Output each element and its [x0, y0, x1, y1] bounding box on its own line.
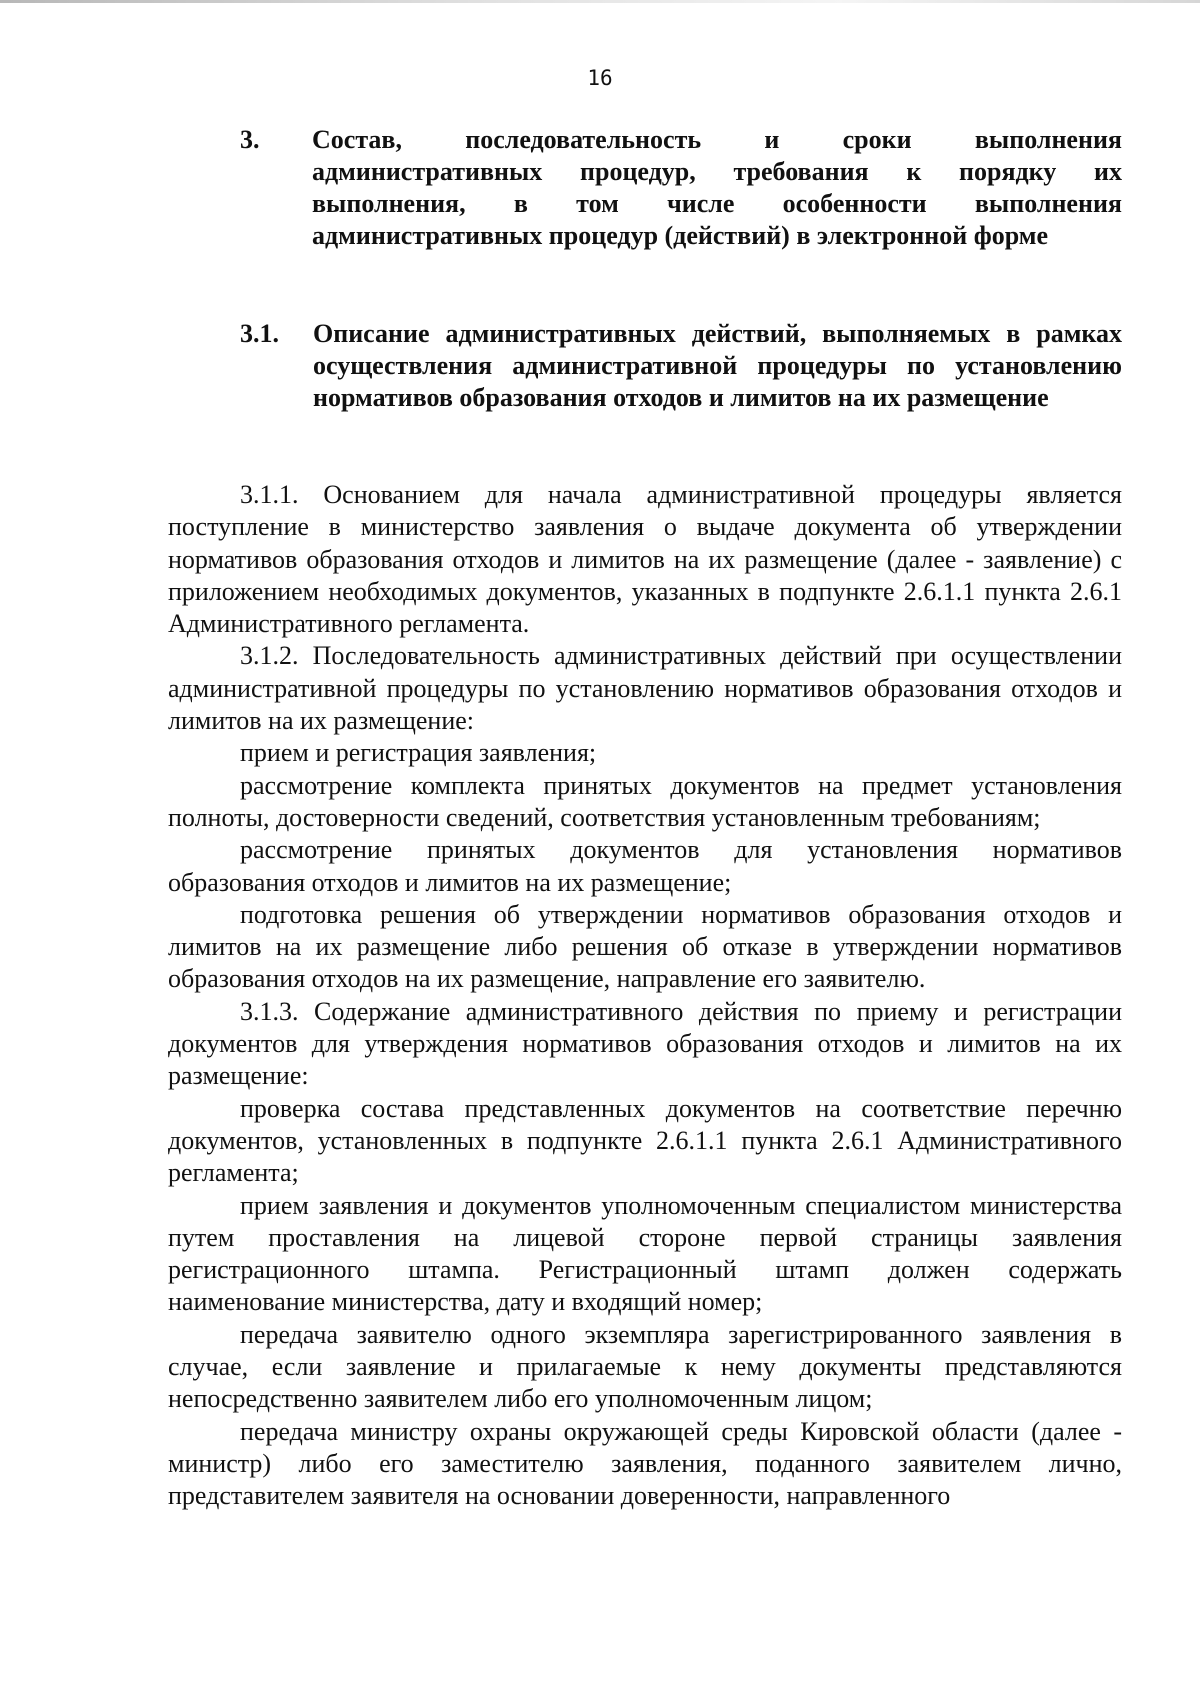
page-number: 16 — [587, 66, 613, 90]
document-body — [168, 479, 1122, 1513]
list-item: прием заявления и документов уполномоченным специалистом министерства путем проставления на лицевой стороне первой страницы заявления регистрационного штампа. Регистрационный штамп должен содержать наименование министерства, дату и входящий номер; — [168, 1190, 1122, 1317]
section-3-1-title: Описание административных действий, выполняемых в рамках осуществления административной процедуры по установлению нормативов образования отходов и лимитов на их размещение — [313, 319, 1122, 412]
section-3-1-heading — [240, 318, 1122, 414]
scan-edge — [0, 0, 1200, 3]
section-3-title: Состав, последовательность и сроки выполнения административных процедур, требования к порядку их выполнения, в том числе особенности выполнения административных процедур (действий) в электронной форме — [312, 125, 1122, 250]
section-3-number: 3. — [240, 125, 260, 154]
section-3-1-number: 3.1. — [240, 319, 279, 348]
list-item: рассмотрение комплекта принятых документов на предмет установления полноты, достоверности сведений, соответствия установленным требованиям; — [168, 770, 1122, 832]
paragraph-3-1-2: 3.1.2. Последовательность административных действий при осуществлении административной процедуры по установлению нормативов образования отходов и лимитов на их размещение: — [168, 641, 1122, 736]
section-3-heading — [240, 124, 1122, 252]
list-item: рассмотрение принятых документов для установления нормативов образования отходов и лимитов на их размещение; — [168, 835, 1122, 897]
list-item: проверка состава представленных документов на соответствие перечню документов, установленных в подпункте 2.6.1.1 пункта 2.6.1 Административного регламента; — [168, 1093, 1122, 1188]
list-item: подготовка решения об утверждении нормативов образования отходов и лимитов на их размещение либо решения об отказе в утверждении нормативов образования отходов на их размещение, направление его заявителю. — [168, 899, 1122, 994]
list-item: передача министру охраны окружающей среды Кировской области (далее - министр) либо его заместителю заявления, поданного заявителем лично, представителем заявителя на основании доверенности, направленного — [168, 1416, 1122, 1511]
list-item: передача заявителю одного экземпляра зарегистрированного заявления в случае, если заявление и прилагаемые к нему документы представляются непосредственно заявителем либо его уполномоченным лицом; — [168, 1319, 1122, 1414]
list-item: прием и регистрация заявления; — [240, 738, 597, 768]
paragraph-3-1-1: 3.1.1. Основанием для начала административной процедуры является поступление в министерство заявления о выдаче документа об утверждении нормативов образования отходов и лимитов на их размещение (далее - заявление) с приложением необходимых документов, указанных в подпункте 2.6.1.1 пункта 2.6.1 Административного регламента. — [168, 480, 1122, 639]
paragraph-3-1-3: 3.1.3. Содержание административного действия по приему и регистрации документов для утверждения нормативов образования отходов и лимитов на их размещение: — [168, 996, 1122, 1091]
